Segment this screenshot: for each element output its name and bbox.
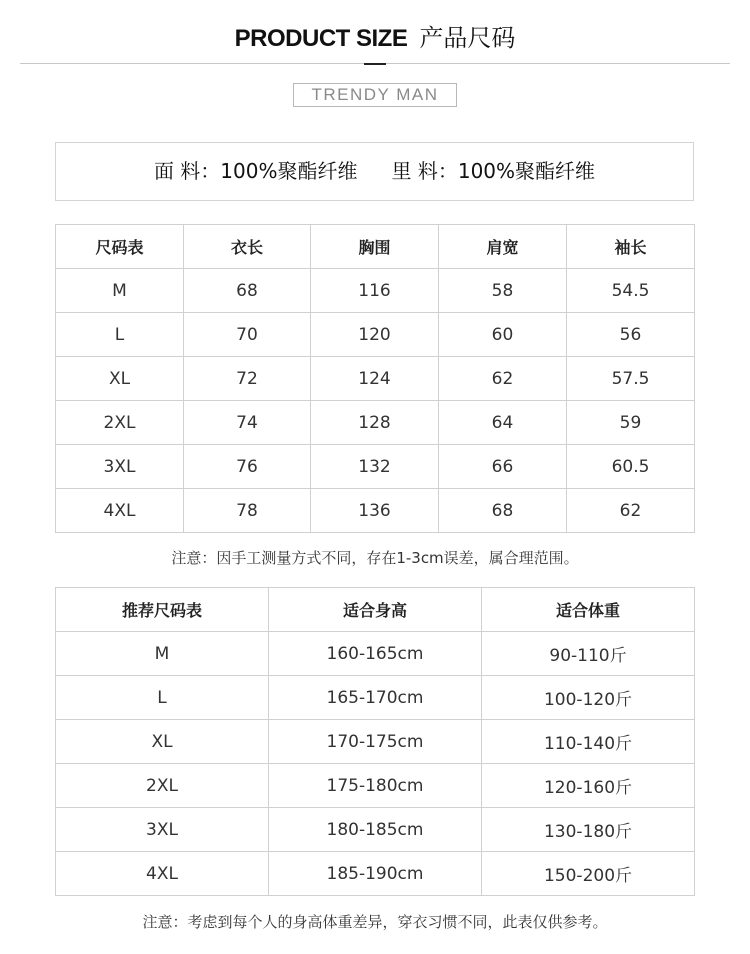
recommend-table-row	[56, 676, 695, 720]
size-table-cell: 59	[567, 401, 695, 445]
recommend-table	[55, 587, 695, 896]
size-table-cell: 132	[311, 445, 439, 489]
recommend-table-cell: 160-165cm	[269, 632, 482, 676]
size-table-cell: 2XL	[56, 401, 184, 445]
fabric-lining: 里 料：100%聚酯纤维	[391, 159, 596, 183]
size-table-row	[56, 313, 695, 357]
size-table-cell: 58	[439, 269, 567, 313]
size-table-cell: 62	[439, 357, 567, 401]
recommend-table-cell: 2XL	[56, 764, 269, 808]
size-table-cell: 56	[567, 313, 695, 357]
recommend-table-cell: 180-185cm	[269, 808, 482, 852]
size-table-row	[56, 445, 695, 489]
recommend-table-row	[56, 632, 695, 676]
size-table	[55, 224, 695, 533]
recommend-table-cell: 4XL	[56, 852, 269, 896]
size-table-cell: 64	[439, 401, 567, 445]
size-table-header-cell: 袖长	[567, 225, 695, 269]
size-table-cell: 136	[311, 489, 439, 533]
size-table-cell: 3XL	[56, 445, 184, 489]
recommend-table-header-cell: 适合体重	[482, 588, 695, 632]
size-table-row	[56, 489, 695, 533]
size-table-cell: 124	[311, 357, 439, 401]
size-table-cell: 68	[439, 489, 567, 533]
size-table-row	[56, 357, 695, 401]
size-table-cell: 74	[184, 401, 311, 445]
size-table-cell: 120	[311, 313, 439, 357]
size-table-cell: 76	[184, 445, 311, 489]
size-table-cell: 116	[311, 269, 439, 313]
recommend-table-cell: 110-140斤	[482, 720, 695, 764]
size-table-header-cell: 尺码表	[56, 225, 184, 269]
recommend-table-note: 注意：考虑到每个人的身高体重差异，穿衣习惯不同，此表仅供参考。	[142, 913, 608, 931]
size-table-cell: 57.5	[567, 357, 695, 401]
size-table-header-row	[56, 225, 695, 269]
page-title	[0, 18, 750, 53]
recommend-table-header-cell: 推荐尺码表	[56, 588, 269, 632]
fabric-outer: 面 料：100%聚酯纤维	[153, 159, 358, 183]
size-table-cell: 70	[184, 313, 311, 357]
size-table-cell: XL	[56, 357, 184, 401]
size-table-cell: 62	[567, 489, 695, 533]
size-table-note: 注意：因手工测量方式不同，存在1-3cm误差，属合理范围。	[171, 549, 579, 567]
size-table-cell: 4XL	[56, 489, 184, 533]
recommend-table-row	[56, 764, 695, 808]
recommend-table-cell: 120-160斤	[482, 764, 695, 808]
size-table-cell: 72	[184, 357, 311, 401]
size-table-cell: 60.5	[567, 445, 695, 489]
subtitle-badge: TRENDY MAN	[293, 83, 457, 107]
recommend-table-cell: 175-180cm	[269, 764, 482, 808]
recommend-table-cell: M	[56, 632, 269, 676]
recommend-table-cell: 90-110斤	[482, 632, 695, 676]
size-table-cell: M	[56, 269, 184, 313]
recommend-table-cell: 130-180斤	[482, 808, 695, 852]
recommend-table-row	[56, 720, 695, 764]
recommend-table-header-cell: 适合身高	[269, 588, 482, 632]
size-table-cell: 128	[311, 401, 439, 445]
size-table-header-cell: 衣长	[184, 225, 311, 269]
recommend-table-cell: 3XL	[56, 808, 269, 852]
fabric-info-box	[55, 142, 694, 201]
divider-accent	[364, 63, 386, 65]
title-english: PRODUCT SIZE	[234, 25, 408, 52]
size-table-header-cell: 肩宽	[439, 225, 567, 269]
recommend-table-cell: 165-170cm	[269, 676, 482, 720]
size-table-cell: L	[56, 313, 184, 357]
size-table-row	[56, 401, 695, 445]
size-table-header-cell: 胸围	[311, 225, 439, 269]
recommend-table-cell: XL	[56, 720, 269, 764]
recommend-table-cell: L	[56, 676, 269, 720]
recommend-table-row	[56, 852, 695, 896]
size-table-cell: 68	[184, 269, 311, 313]
size-table-cell: 60	[439, 313, 567, 357]
recommend-table-cell: 100-120斤	[482, 676, 695, 720]
recommend-table-row	[56, 808, 695, 852]
size-table-cell: 78	[184, 489, 311, 533]
size-table-row	[56, 269, 695, 313]
size-table-cell: 66	[439, 445, 567, 489]
recommend-table-header-row	[56, 588, 695, 632]
recommend-table-cell: 150-200斤	[482, 852, 695, 896]
recommend-table-cell: 185-190cm	[269, 852, 482, 896]
title-chinese: 产品尺码	[419, 24, 516, 52]
size-table-cell: 54.5	[567, 269, 695, 313]
recommend-table-cell: 170-175cm	[269, 720, 482, 764]
